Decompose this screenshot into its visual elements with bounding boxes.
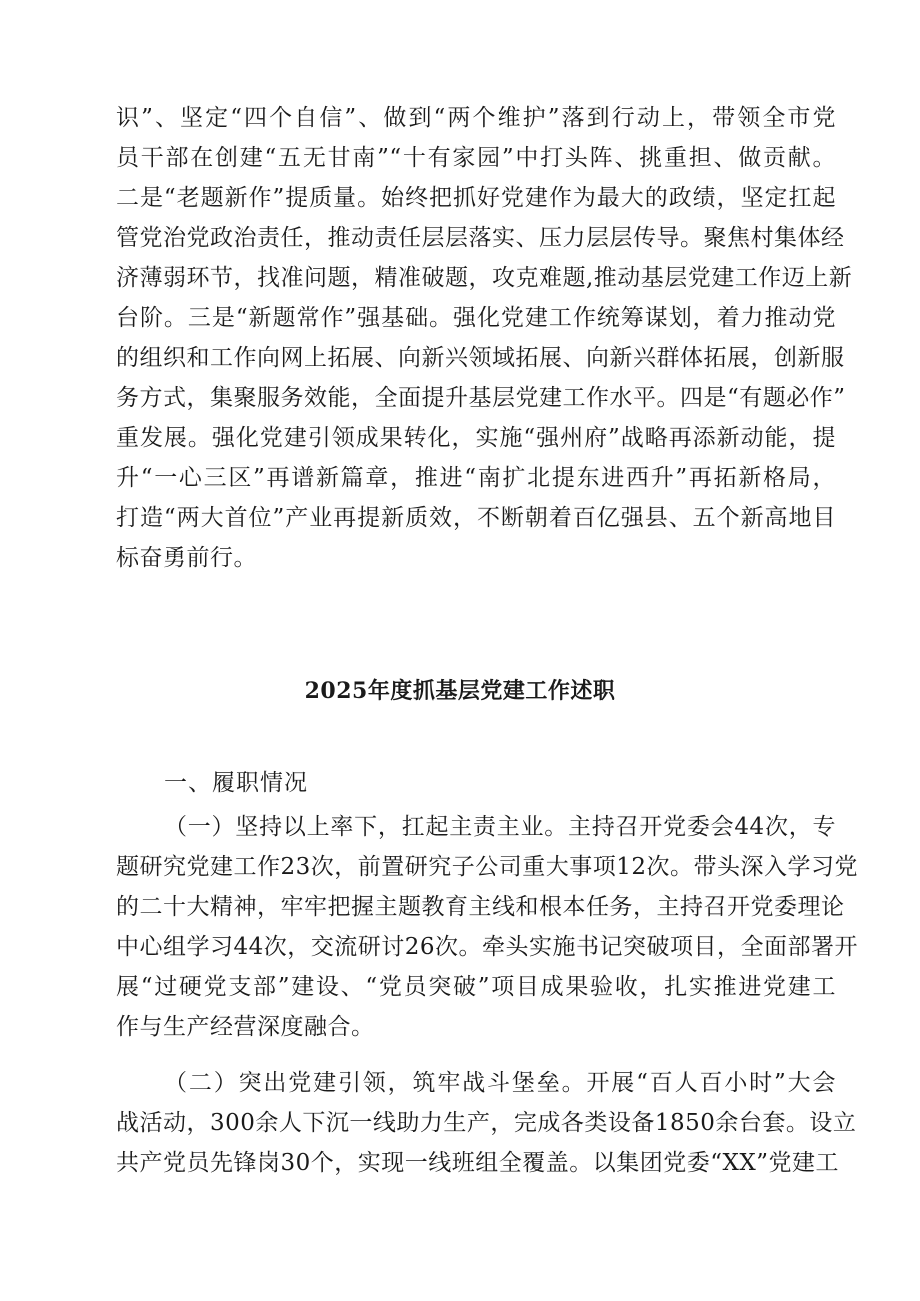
text-line: 务方式，集聚服务效能，全面提升基层党建工作水平。四是“有题必作” — [116, 385, 846, 411]
text-line: 台阶。三是“新题常作”强基础。强化党建工作统筹谋划，着力推动党 — [116, 305, 836, 331]
text-line: 中心组学习44次，交流研讨26次。牵头实施书记突破项目，全面部署开 — [116, 934, 859, 960]
text-line: 共产党员先锋岗30个，实现一线班组全覆盖。以集团党委“XX”党建工 — [116, 1150, 840, 1176]
section-heading: 一、履职情况 — [164, 770, 308, 796]
text-line: 济薄弱环节，找准问题，精准破题，攻克难题,推动基层党建工作迈上新 — [116, 265, 853, 291]
text-line: 标奋勇前行。 — [116, 545, 257, 571]
document-title: 2025年度抓基层党建工作述职 — [304, 678, 616, 704]
text-line: 打造“两大首位”产业再提新质效，不断朝着百亿强县、五个新高地目 — [116, 505, 836, 531]
text-line: 的组织和工作向网上拓展、向新兴领域拓展、向新兴群体拓展，创新服 — [116, 345, 845, 371]
text-line: 战活动，300余人下沉一线助力生产，完成各类设备1850余台套。设立 — [116, 1110, 857, 1136]
text-line: 的二十大精神，牢牢把握主题教育主线和根本任务，主持召开党委理论 — [116, 894, 845, 920]
text-line: 展“过硬党支部”建设、“党员突破”项目成果验收，扎实推进党建工 — [116, 974, 836, 1000]
text-line: 升“一心三区”再谱新篇章，推进“南扩北提东进西升”再拓新格局， — [116, 465, 836, 491]
text-line: 员干部在创建“五无甘南”“十有家园”中打头阵、挑重担、做贡献。 — [116, 145, 836, 171]
text-line: 识”、坚定“四个自信”、做到“两个维护”落到行动上，带领全市党 — [116, 105, 836, 131]
text-line: （二）突出党建引领，筑牢战斗堡垒。开展“百人百小时”大会 — [164, 1070, 836, 1096]
text-line: 作与生产经营深度融合。 — [116, 1014, 375, 1040]
text-line: （一）坚持以上率下，扛起主责主业。主持召开党委会44次，专 — [164, 814, 836, 840]
text-line: 题研究党建工作23次，前置研究子公司重大事项12次。带头深入学习党 — [116, 854, 859, 880]
text-line: 二是“老题新作”提质量。始终把抓好党建作为最大的政绩，坚定扛起 — [116, 185, 836, 211]
text-line: 重发展。强化党建引领成果转化，实施“强州府”战略再添新动能，提 — [116, 425, 836, 451]
text-line: 管党治党政治责任，推动责任层层落实、压力层层传导。聚焦村集体经 — [116, 225, 845, 251]
